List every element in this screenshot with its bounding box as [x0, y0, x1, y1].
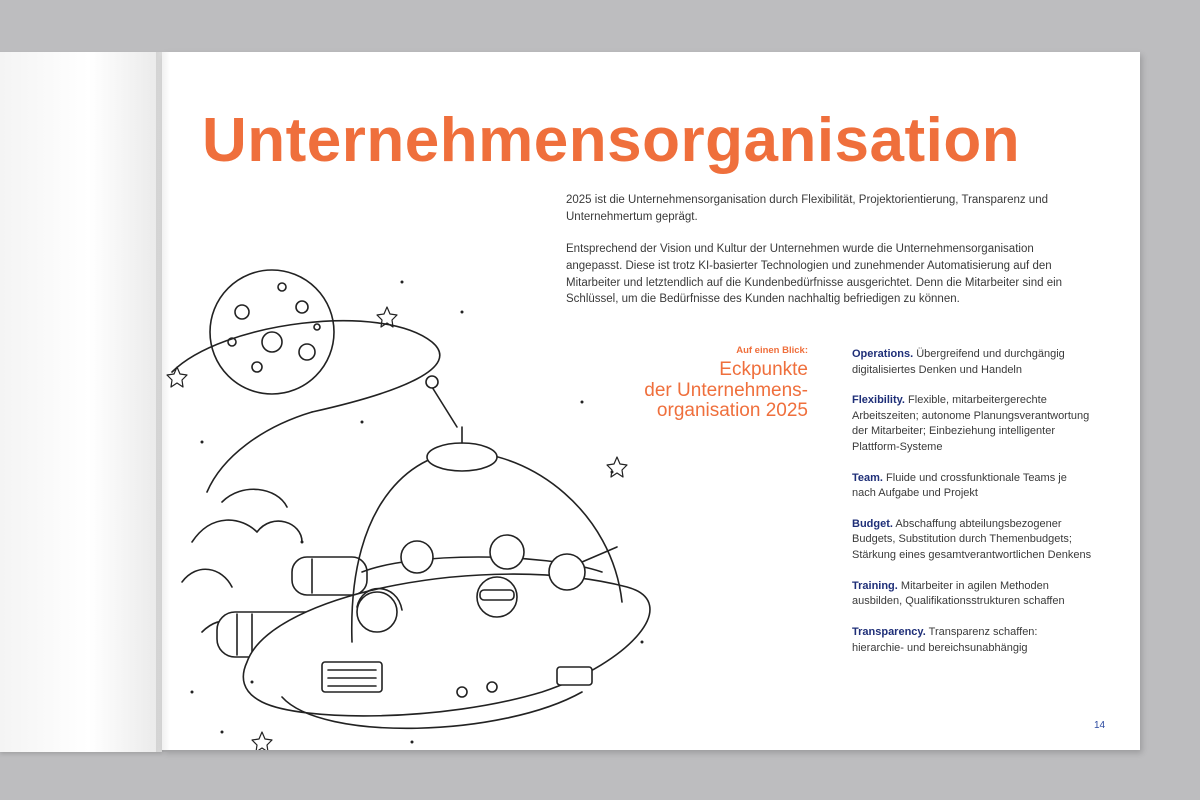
- ufo-illustration: [162, 242, 662, 750]
- left-page-edge: [0, 52, 162, 752]
- point-title: Operations.: [852, 348, 914, 360]
- point-text: Transparenz schaffen: hierarchie- und bereichsunabhängig: [852, 625, 1038, 654]
- list-item: [852, 393, 1092, 455]
- list-item: [852, 517, 1092, 564]
- point-text: Mitarbeiter in agilen Methoden ausbilden, Qualifikationsstrukturen schaffen: [852, 579, 1065, 608]
- glance-heading: Eckpunkte der Unternehmens- organisation 2025: [644, 359, 808, 422]
- page-number: 14: [1094, 720, 1106, 731]
- point-title: Team.: [852, 471, 883, 484]
- at-a-glance-box: [592, 345, 808, 422]
- list-item: [852, 579, 1092, 610]
- key-points-list: [852, 347, 1092, 671]
- point-title: Budget.: [852, 517, 893, 530]
- point-text: Fluide und crossfunktionale Teams je nach Aufgabe und Projekt: [852, 471, 1067, 500]
- page-title: Unternehmensorganisation: [202, 106, 1021, 175]
- list-item: [852, 471, 1092, 502]
- list-item: [852, 625, 1092, 656]
- point-title: Transparency.: [852, 625, 926, 638]
- point-text: Übergreifend und durchgängig digitalisiertes Denken und Handeln: [852, 348, 1065, 376]
- list-item: [852, 347, 1092, 378]
- point-title: Training.: [852, 579, 898, 592]
- right-page: [162, 52, 1140, 750]
- planet-icon: [172, 270, 440, 492]
- point-title: Flexibility.: [852, 394, 905, 407]
- intro-paragraph: Entsprechend der Vision und Kultur der Unternehmen wurde die Unternehmensorganisation angepasst. Diese ist trotz KI-basierter Technologien und zunehmender Automatisierung auf den Mitarbeiter und letztendlich auf die Kundenbedürfnisse ausgerichtet. Denn die Mitarbeiter sind ein Schlüssel, um die Bedürfnisse des Kunden nachhaltig befriedigen zu können.: [566, 243, 1063, 306]
- point-text: Abschaffung abteilungsbezogener Budgets, Substitution durch Themenbudgets; Stärkung eines gesamtverantwortlichen Denkens: [852, 517, 1092, 562]
- intro-paragraph: 2025 ist die Unternehmensorganisation durch Flexibilität, Projektorientierung, Transparenz und Unternehmertum geprägt.: [566, 194, 1048, 223]
- glance-label: Auf einen Blick:: [736, 345, 808, 356]
- point-text: Flexible, mitarbeitergerechte Arbeitszeiten; autonome Planungsverantwortung der Mitarbeiter; Einbeziehung intelligenter Plattform-Systeme: [852, 394, 1090, 454]
- ufo-body-icon: [243, 574, 650, 728]
